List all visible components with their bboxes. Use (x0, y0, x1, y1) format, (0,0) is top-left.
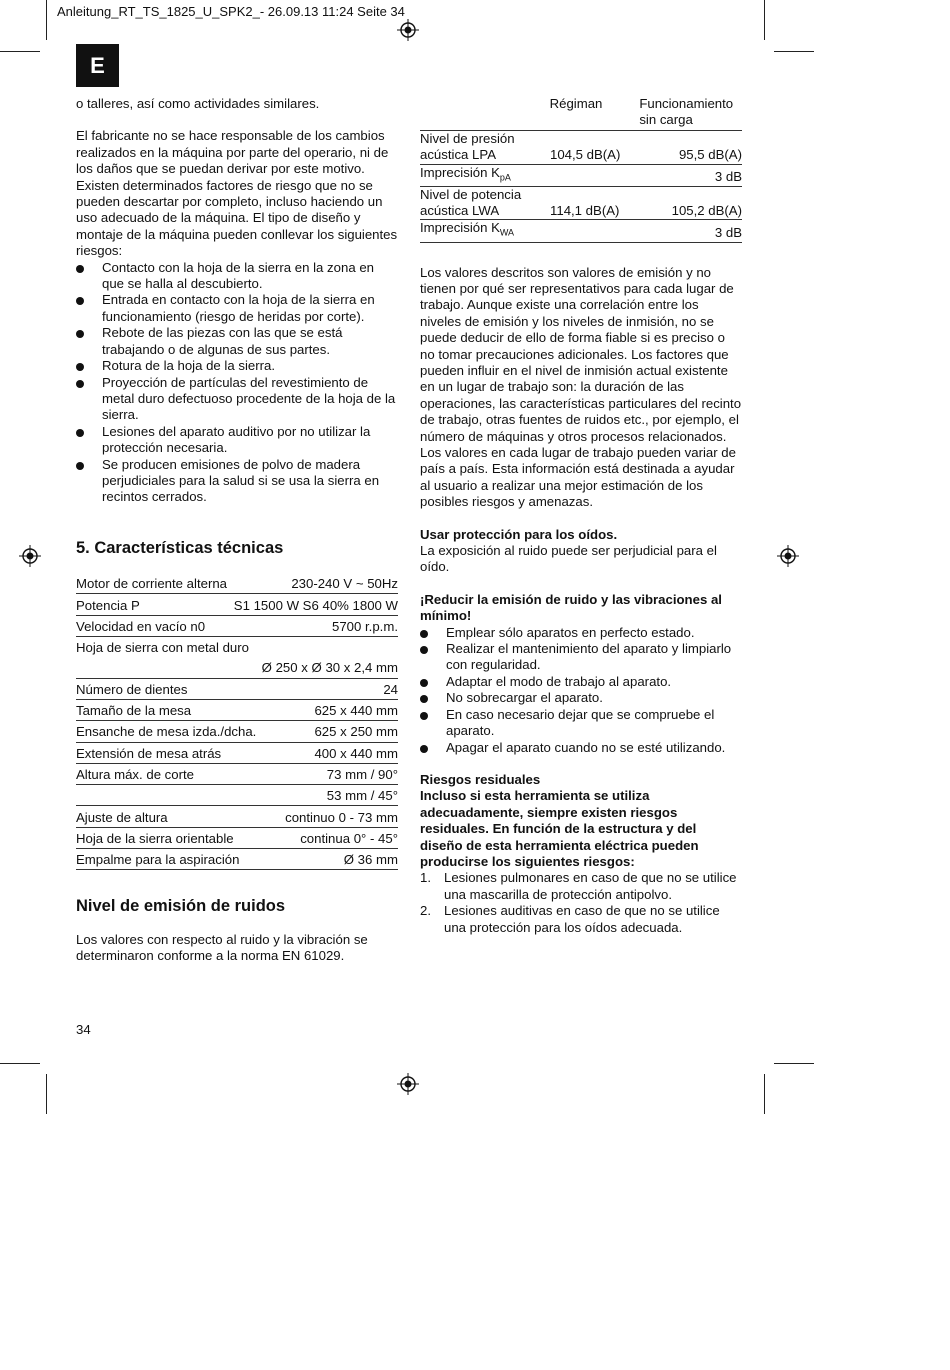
residual-intro: Incluso si esta herramienta se utiliza adecuadamente, siempre existen riesgos residuales. En función de la estructura y del diseño de esta herramienta eléctrica pueden producirse los siguientes riesgos: (420, 788, 699, 869)
list-item: Rebote de las piezas con las que se está trabajando o de algunas de sus partes. (76, 325, 398, 358)
col-idle-header: Funcionamiento sin carga (639, 96, 734, 128)
crop-mark (764, 1074, 765, 1114)
registration-mark-icon (777, 545, 799, 567)
crop-mark (0, 1063, 40, 1064)
noise-idle: 3 dB (714, 225, 742, 241)
spec-label: Número de dientes (76, 681, 188, 697)
tech-heading: 5. Características técnicas (76, 538, 284, 557)
reduce-list (420, 625, 742, 756)
noise-label: Imprecisión $K_{WA}$ (420, 220, 515, 239)
crop-mark (774, 51, 814, 52)
spec-value: continua 0° - 45° (300, 830, 398, 846)
left-column (76, 96, 398, 965)
registration-mark-icon (19, 545, 41, 567)
table-row (76, 573, 398, 594)
col-load-header: Régiman (549, 96, 603, 111)
list-item: Entrada en contacto con la hoja de la sierra en funcionamiento (riesgo de heridas por corte). (76, 292, 398, 325)
crop-mark (764, 0, 765, 40)
noise-load (550, 220, 639, 241)
spec-label: Velocidad en vacío n0 (76, 618, 206, 634)
table-row (76, 700, 398, 721)
table-row (76, 721, 398, 742)
table-row (76, 806, 398, 827)
noise-load: 114,1 dB(A) (550, 203, 620, 219)
spec-value: 73 mm / 90° (326, 766, 398, 782)
spec-label: Motor de corriente alterna (76, 576, 227, 592)
spec-label: Altura máx. de corte (76, 766, 195, 782)
noise-load: 104,5 dB(A) (550, 147, 621, 163)
residual-list (420, 870, 742, 936)
table-row (76, 743, 398, 764)
noise-table (420, 96, 742, 243)
list-item: En caso necesario dejar que se compruebe el aparato. (420, 707, 742, 740)
emission-paragraph: Los valores descritos son valores de emisión y no tienen por qué ser representativos para cada lugar de trabajo. Aunque existe una correlación entre los niveles de emisión y los niveles de inmisión, no se puede deducir de ello de forma fiable si es preciso o no tomar precauciones adicionales. Los factores que pueden influir en el nivel de inmisión actual existente en un lugar de trabajo son: la duración de las operaciones, las características particulares del recinto de trabajo, otras fuentes de ruidos etc., por ejemplo, el número de máquinas y otros procesos relacionados. Los valores en cada lugar de trabajo pueden variar de país a país. Esta información está destinada a ayudar al usuario a realizar una mejor estimación de los posibles riesgos y amenazas. (420, 264, 742, 510)
list-item: Emplear sólo aparatos en perfecto estado. (420, 625, 742, 641)
risk-list (76, 260, 398, 506)
spec-value: 625 x 250 mm (314, 724, 398, 740)
spec-label: Ensanche de mesa izda./dcha. (76, 724, 257, 740)
page-number: 34 (76, 1022, 91, 1037)
noise-paragraph: Los valores con respecto al ruido y la vibración se determinaron conforme a la norma EN 61029. (76, 931, 368, 964)
right-column (420, 96, 742, 936)
spec-table (76, 573, 398, 870)
spec-value: 5700 r.p.m. (332, 618, 398, 634)
table-row (420, 187, 742, 221)
list-item: Lesiones del aparato auditivo por no utilizar la protección necesaria. (76, 424, 398, 457)
crop-mark (46, 1074, 47, 1114)
list-item: No sobrecargar el aparato. (420, 690, 742, 706)
spec-value: S1 1500 W S6 40% 1800 W (233, 597, 398, 613)
noise-idle: 3 dB (714, 169, 742, 185)
list-item: Se producen emisiones de polvo de madera perjudiciales para la salud si se usa la sierra en recintos cerrados. (76, 457, 398, 506)
list-item: 1. Lesiones pulmonares en caso de que no se utilice una mascarilla de protección antipolvo. (420, 870, 737, 902)
spec-value: continuo 0 - 73 mm (285, 809, 398, 825)
crop-mark (0, 51, 40, 52)
spec-value: 230-240 V ~ 50Hz (291, 576, 398, 592)
table-row (76, 594, 398, 615)
ear-heading: Usar protección para los oídos. (420, 526, 618, 542)
noise-load (550, 165, 639, 186)
list-item: Proyección de partículas del revestimiento de metal duro defectuoso procedente de la hoja de la sierra. (76, 375, 398, 424)
noise-heading: Nivel de emisión de ruidos (76, 897, 286, 916)
table-row (76, 828, 398, 849)
spec-value: 625 x 440 mm (314, 703, 398, 719)
spec-value: 24 (383, 681, 398, 697)
spec-label: Potencia P (76, 597, 140, 613)
list-item: Contacto con la hoja de la sierra en la zona en que se halla al descubierto. (76, 260, 398, 293)
spec-label: Hoja de la sierra orientable (76, 830, 234, 846)
crop-mark (774, 1063, 814, 1064)
list-item: Apagar el aparato cuando no se esté utilizando. (420, 740, 742, 756)
table-row (76, 637, 398, 657)
table-row (76, 764, 398, 785)
table-row (420, 220, 742, 242)
spec-value: 53 mm / 45° (326, 788, 398, 804)
list-item: Adaptar el modo de trabajo al aparato. (420, 674, 742, 690)
crop-mark (46, 0, 47, 40)
language-tab: E (76, 44, 119, 87)
spec-value: Ø 250 x Ø 30 x 2,4 mm (261, 660, 398, 676)
table-row (76, 657, 398, 678)
list-item: 2. Lesiones auditivas en caso de que no se utilice una protección para los oídos adecuada. (420, 903, 720, 935)
reduce-heading: ¡Reducir la emisión de ruido y las vibraciones al mínimo! (420, 591, 722, 624)
noise-label: Nivel de presión acústica LPA (420, 130, 515, 163)
spec-label: Ajuste de altura (76, 809, 168, 825)
list-item: Realizar el mantenimiento del aparato y limpiarlo con regularidad. (420, 641, 742, 674)
noise-label: Nivel de potencia acústica LWA (420, 186, 522, 219)
table-row (76, 849, 398, 870)
residual-heading: Riesgos residuales (420, 771, 541, 787)
risk-paragraph: El fabricante no se hace responsable de los cambios realizados en la máquina por parte del operario, ni de los daños que se puedan derivar por este motivo. Existen determinados factores de riesgo que no se pueden descartar por completo, incluso haciendo un uso adecuado de la máquina. El tipo de diseño y montaje de la máquina pueden conllevar los siguientes riesgos: (76, 128, 398, 259)
table-row (420, 131, 742, 165)
spec-label: Extensión de mesa atrás (76, 745, 222, 761)
noise-idle: 105,2 dB(A) (671, 203, 742, 219)
spec-value: 400 x 440 mm (314, 745, 398, 761)
registration-mark-icon (397, 1073, 419, 1095)
spec-label: Empalme para la aspiración (76, 852, 240, 868)
spec-label: Hoja de sierra con metal duro (76, 640, 249, 656)
intro-continued: o talleres, así como actividades similares. (76, 96, 320, 111)
noise-label: Imprecisión $K_{pA}$ (420, 164, 511, 183)
table-row (76, 679, 398, 700)
table-row (76, 785, 398, 806)
table-row (420, 165, 742, 187)
ear-text: La exposición al ruido puede ser perjudicial para el oído. (420, 543, 717, 575)
spec-label: Tamaño de la mesa (76, 703, 192, 719)
noise-idle: 95,5 dB(A) (678, 147, 742, 163)
table-header (420, 96, 742, 131)
list-item: Rotura de la hoja de la sierra. (76, 358, 398, 374)
registration-mark-icon (397, 19, 419, 41)
spec-value: Ø 36 mm (343, 852, 398, 868)
table-row (76, 616, 398, 637)
print-slug: Anleitung_RT_TS_1825_U_SPK2_- 26.09.13 11:24 Seite 34 (57, 4, 405, 19)
